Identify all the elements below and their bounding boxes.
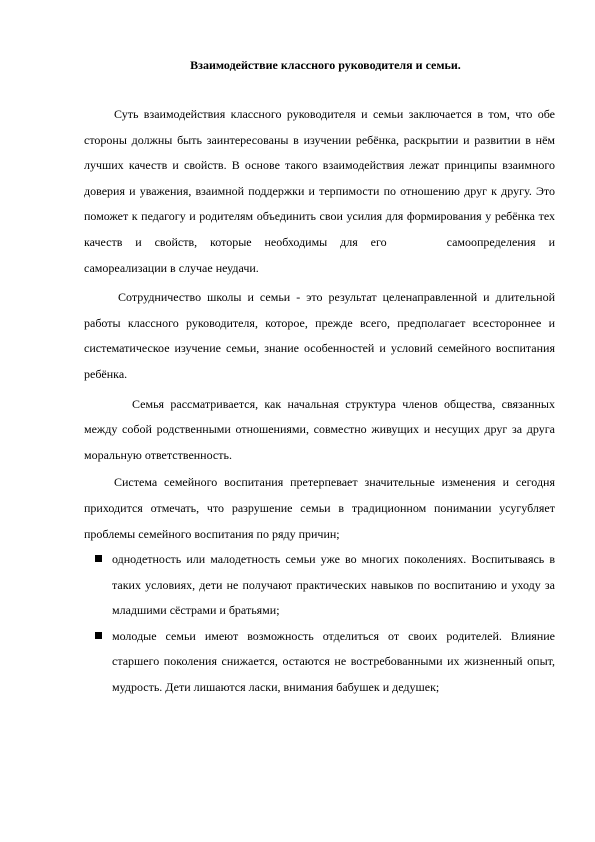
- paragraph-1: [84, 102, 555, 281]
- list-item-text: молодые семьи имеют возможность отделиться от своих родителей. Влияние старшего поколения снижается, остаются не востребованными их жизненный опыт, мудрость. Дети лишаются ласки, внимания бабушек и дедушек;: [112, 628, 555, 695]
- paragraph-3: Семья рассматривается, как начальная структура членов общества, связанных между собой родственными отношениями, совместно живущих и несущих друг за друга моральную ответственность.: [84, 396, 555, 462]
- paragraph-1-text-end: самоопределения и самореализации в случае неудачи.: [84, 234, 555, 275]
- square-bullet-icon: [95, 632, 102, 639]
- list-item: [84, 547, 555, 624]
- paragraph-4: Система семейного воспитания претерпевает значительные изменения и сегодня приходится отмечать, что разрушение семьи в традиционном понимании усугубляет проблемы семейного воспитания по ряду причин;: [84, 475, 555, 541]
- paragraph-1-text: Суть взаимодействия классного руководителя и семьи заключается в том, что обе стороны должны быть заинтересованы в изучении ребёнка, раскрытии и развитии в нём лучших качеств и свойств. В основе такого взаимодействия лежат принципы взаимного доверия и уважения, взаимной поддержки и терпимости по отношению друг к другу. Это поможет к педагогу и родителям объединить свои усилия для формирования у ребёнка тех качеств и свойств, которые необходимы для его: [84, 107, 555, 249]
- list-item-text: однодетность или малодетность семьи уже во многих поколениях. Воспитываясь в таких условиях, дети не получают практических навыков по воспитанию и уходу за младшими сёстрами и братьями;: [112, 552, 555, 618]
- square-bullet-icon: [95, 555, 102, 562]
- reasons-list: [84, 547, 555, 701]
- list-item: [84, 624, 555, 701]
- document-title: Взаимодействие классного руководителя и семьи.: [190, 58, 461, 72]
- paragraph-2: Сотрудничество школы и семьи - это результат целенаправленной и длительной работы классного руководителя, которое, прежде всего, предполагает всестороннее и систематическое изучение семьи, знание особенностей и условий семейного воспитания ребёнка.: [84, 290, 555, 381]
